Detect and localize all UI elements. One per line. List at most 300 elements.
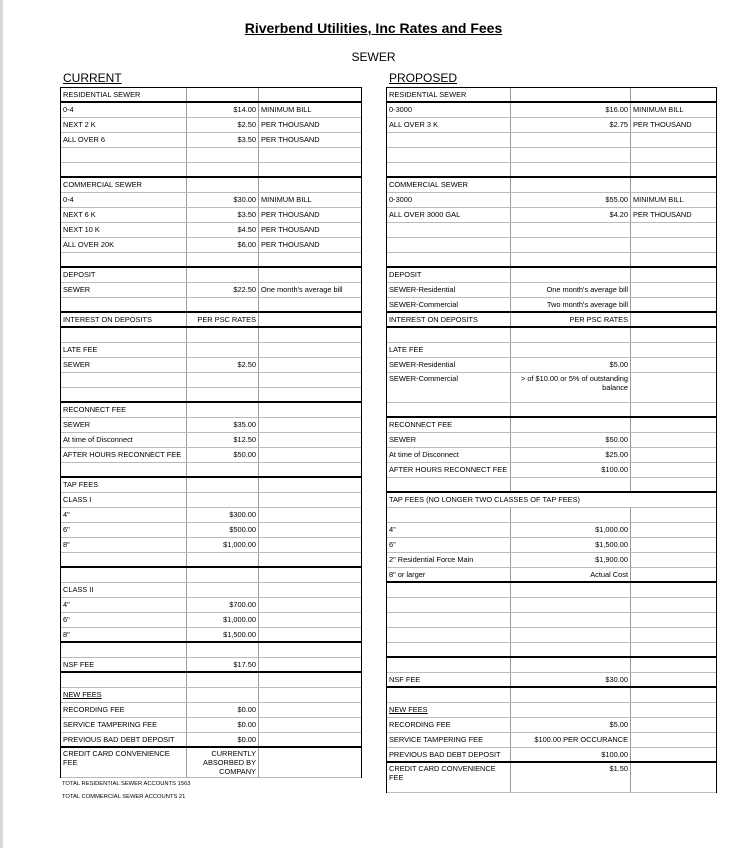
row-label: SERVICE TAMPERING FEE — [61, 718, 187, 732]
row-label: 0-4 — [61, 103, 187, 117]
table-row — [387, 673, 716, 688]
row-unit — [631, 358, 716, 372]
table-row — [61, 523, 361, 538]
row-unit — [631, 628, 716, 642]
table-row — [61, 598, 361, 613]
row-unit — [631, 268, 716, 282]
row-label: DEPOSIT — [387, 268, 511, 282]
row-amount: $30.00 — [187, 193, 259, 207]
row-label — [61, 253, 187, 266]
row-label: 4" — [61, 508, 187, 522]
row-unit: MINIMUM BILL — [261, 195, 312, 204]
row-unit — [631, 448, 716, 462]
table-row — [387, 403, 716, 418]
table-row — [387, 208, 716, 223]
table-row — [387, 538, 716, 553]
row-label: ALL OVER 3 K — [387, 118, 511, 132]
row-label: SEWER-Commercial — [387, 373, 511, 402]
table-row — [387, 418, 716, 433]
row-amount — [511, 658, 631, 672]
row-amount — [187, 568, 259, 582]
row-unit — [259, 418, 361, 432]
table-row — [387, 598, 716, 613]
proposed-rates-table — [386, 87, 717, 793]
table-row — [387, 523, 716, 538]
document-title: Riverbend Utilities, Inc Rates and Fees — [244, 20, 503, 36]
table-row — [61, 688, 361, 703]
table-row — [61, 223, 361, 238]
row-unit — [259, 718, 361, 732]
row-label: NSF FEE — [387, 673, 511, 686]
row-unit — [631, 673, 716, 686]
table-row — [387, 463, 716, 478]
row-amount: $100.00 — [511, 748, 631, 761]
row-label: RECORDING FEE — [61, 703, 187, 717]
row-label: RESIDENTIAL SEWER — [61, 88, 187, 101]
row-unit — [259, 568, 361, 582]
row-unit — [259, 163, 361, 176]
row-amount: $1,000.00 — [187, 613, 259, 627]
page-edge — [0, 0, 3, 848]
table-row — [61, 703, 361, 718]
row-unit — [259, 733, 361, 746]
table-row — [61, 268, 361, 283]
row-amount: $12.50 — [187, 433, 259, 447]
table-row — [61, 643, 361, 658]
row-unit — [631, 643, 716, 656]
row-label: CLASS II — [61, 583, 187, 597]
table-row — [61, 373, 361, 388]
table-row — [61, 463, 361, 478]
row-unit — [631, 148, 716, 162]
row-amount — [511, 223, 631, 237]
row-unit: PER THOUSAND — [261, 240, 320, 249]
table-row — [61, 613, 361, 628]
row-unit — [631, 298, 716, 311]
row-label — [61, 388, 187, 401]
row-label — [387, 328, 511, 342]
table-row — [387, 313, 716, 328]
table-row — [61, 718, 361, 733]
row-amount — [187, 163, 259, 176]
row-label: 6" — [387, 538, 511, 552]
row-label: SEWER — [61, 358, 187, 372]
row-unit — [631, 583, 716, 597]
row-amount — [511, 598, 631, 612]
table-row — [61, 478, 361, 493]
row-label — [387, 643, 511, 656]
row-unit — [259, 388, 361, 401]
row-amount — [187, 328, 259, 342]
row-label — [61, 568, 187, 582]
row-label — [61, 463, 187, 476]
row-unit — [631, 688, 716, 702]
table-row — [61, 508, 361, 523]
row-unit — [259, 448, 361, 462]
row-unit — [259, 598, 361, 612]
row-amount — [187, 343, 259, 357]
table-row — [387, 328, 716, 343]
row-label: CREDIT CARD CONVENIENCE FEE — [387, 763, 511, 792]
row-label — [387, 253, 511, 266]
row-amount: $2.75 — [511, 118, 631, 132]
row-amount — [511, 508, 631, 522]
row-label — [61, 298, 187, 311]
row-amount — [511, 238, 631, 252]
row-label: COMMERCIAL SEWER — [387, 178, 511, 192]
row-amount — [187, 253, 259, 266]
table-row — [387, 88, 716, 103]
table-row — [61, 538, 361, 553]
row-unit — [631, 703, 716, 717]
row-amount: $500.00 — [187, 523, 259, 537]
row-label — [61, 328, 187, 342]
row-label — [61, 163, 187, 176]
row-unit — [259, 688, 361, 702]
table-row — [61, 238, 361, 253]
row-amount — [511, 478, 631, 491]
row-amount — [511, 418, 631, 432]
row-amount — [511, 688, 631, 702]
row-label: At time of Disconnect — [61, 433, 187, 447]
row-unit: MINIMUM BILL — [633, 195, 684, 204]
row-amount — [187, 493, 259, 507]
row-label: NEW FEES — [387, 703, 511, 717]
row-amount: CURRENTLY ABSORBED BY COMPANY — [187, 748, 259, 777]
row-amount — [511, 643, 631, 656]
row-unit — [259, 253, 361, 266]
row-amount — [511, 163, 631, 176]
row-amount: $2.50 — [187, 118, 259, 132]
row-label: At time of Disconnect — [387, 448, 511, 462]
row-amount: $55.00 — [511, 193, 631, 207]
row-label — [387, 658, 511, 672]
table-row — [61, 118, 361, 133]
table-row — [387, 508, 716, 523]
row-amount: $100.00 — [511, 463, 631, 477]
row-label: CREDIT CARD CONVENIENCE FEE — [61, 748, 187, 777]
row-label: 6" — [61, 523, 187, 537]
table-row — [387, 448, 716, 463]
row-label: RECORDING FEE — [387, 718, 511, 732]
row-amount: $100.00 PER OCCURANCE — [511, 733, 631, 747]
table-row — [387, 373, 716, 403]
row-label: NEW FEES — [61, 688, 187, 702]
row-label — [387, 508, 511, 522]
row-label — [387, 133, 511, 147]
row-unit — [631, 403, 716, 416]
table-row — [61, 493, 361, 508]
row-label — [387, 148, 511, 162]
row-unit — [259, 148, 361, 162]
table-row — [61, 208, 361, 223]
table-row — [61, 448, 361, 463]
table-row — [61, 313, 361, 328]
row-label — [387, 478, 511, 491]
row-unit — [259, 643, 361, 657]
row-label: SEWER-Commercial — [387, 298, 511, 311]
row-unit — [259, 358, 361, 372]
row-unit — [259, 553, 361, 566]
row-label — [61, 673, 187, 687]
row-unit: PER THOUSAND — [261, 120, 320, 129]
row-label: DEPOSIT — [61, 268, 187, 282]
row-amount: $5.00 — [511, 718, 631, 732]
row-label — [387, 628, 511, 642]
table-row — [61, 283, 361, 298]
row-unit — [631, 343, 716, 357]
row-label: 8" — [61, 628, 187, 641]
row-amount: PER PSC RATES — [511, 313, 631, 326]
row-amount: $700.00 — [187, 598, 259, 612]
row-unit — [259, 268, 361, 282]
row-amount: $0.00 — [187, 733, 259, 746]
table-row — [61, 748, 361, 778]
row-label: SEWER — [61, 283, 187, 297]
table-row — [387, 718, 716, 733]
row-unit — [259, 493, 361, 507]
table-row — [387, 163, 716, 178]
row-label — [61, 553, 187, 566]
table-row — [61, 148, 361, 163]
row-amount — [187, 643, 259, 657]
row-amount — [187, 298, 259, 311]
row-unit — [259, 583, 361, 597]
row-unit — [259, 628, 361, 641]
row-label: TAP FEES (NO LONGER TWO CLASSES OF TAP FEES) — [389, 495, 580, 504]
row-unit — [631, 238, 716, 252]
row-unit — [631, 463, 716, 477]
row-amount — [187, 88, 259, 101]
row-unit — [631, 328, 716, 342]
row-label: TAP FEES — [61, 478, 187, 492]
row-unit — [259, 703, 361, 717]
row-unit — [631, 418, 716, 432]
row-label: 4" — [61, 598, 187, 612]
table-row — [387, 763, 716, 793]
table-row — [61, 358, 361, 373]
row-label — [61, 373, 187, 387]
row-amount: $16.00 — [511, 103, 631, 117]
row-label: LATE FEE — [61, 343, 187, 357]
row-unit — [631, 88, 716, 101]
row-label: SEWER — [387, 433, 511, 447]
row-unit — [631, 163, 716, 176]
row-unit — [259, 343, 361, 357]
row-label: 2" Residential Force Main — [387, 553, 511, 567]
table-row — [61, 553, 361, 568]
row-amount: $50.00 — [187, 448, 259, 462]
footnote: TOTAL COMMERCIAL SEWER ACCOUNTS 21 — [62, 794, 186, 800]
row-amount — [511, 148, 631, 162]
row-amount: $17.50 — [187, 658, 259, 671]
row-unit — [631, 748, 716, 761]
row-label: INTEREST ON DEPOSITS — [387, 313, 511, 326]
table-row — [387, 733, 716, 748]
row-unit — [631, 133, 716, 147]
row-label: LATE FEE — [387, 343, 511, 357]
table-row — [61, 88, 361, 103]
row-unit — [631, 178, 716, 192]
row-unit — [631, 553, 716, 567]
current-rates-table — [60, 87, 362, 778]
row-amount — [187, 688, 259, 702]
row-label: RECONNECT FEE — [61, 403, 187, 417]
table-row — [61, 343, 361, 358]
row-label: SEWER-Residential — [387, 283, 511, 297]
row-amount — [511, 628, 631, 642]
row-label: RESIDENTIAL SEWER — [387, 88, 511, 101]
table-row — [387, 193, 716, 208]
document-subtitle: SEWER — [351, 50, 396, 64]
row-amount: $1,500.00 — [187, 628, 259, 641]
row-amount — [187, 463, 259, 476]
table-row — [387, 658, 716, 673]
row-amount — [511, 178, 631, 192]
table-row — [387, 343, 716, 358]
row-amount — [511, 253, 631, 266]
row-unit — [259, 433, 361, 447]
table-row — [61, 328, 361, 343]
table-row — [387, 493, 716, 508]
row-unit — [631, 568, 716, 581]
row-unit: PER THOUSAND — [261, 210, 320, 219]
row-label: AFTER HOURS RECONNECT FEE — [61, 448, 187, 462]
row-label: NSF FEE — [61, 658, 187, 671]
table-row — [61, 178, 361, 193]
row-unit: MINIMUM BILL — [633, 105, 684, 114]
row-amount: $35.00 — [187, 418, 259, 432]
row-unit — [259, 178, 361, 192]
row-amount: $2.50 — [187, 358, 259, 372]
row-label: 4" — [387, 523, 511, 537]
row-unit — [259, 88, 361, 101]
table-row — [387, 643, 716, 658]
table-row — [387, 478, 716, 493]
row-unit: MINIMUM BILL — [261, 105, 312, 114]
table-row — [387, 688, 716, 703]
table-row — [61, 163, 361, 178]
table-row — [387, 628, 716, 643]
row-label — [387, 598, 511, 612]
row-unit — [631, 253, 716, 266]
row-label: NEXT 6 K — [61, 208, 187, 222]
row-label — [387, 613, 511, 627]
footnote: TOTAL RESIDENTIAL SEWER ACCOUNTS 1563 — [62, 781, 191, 787]
row-amount: $50.00 — [511, 433, 631, 447]
row-unit — [631, 598, 716, 612]
row-label: SEWER-Residential — [387, 358, 511, 372]
row-unit — [631, 538, 716, 552]
row-unit: PER THOUSAND — [633, 210, 692, 219]
row-unit — [631, 433, 716, 447]
row-label: CLASS I — [61, 493, 187, 507]
row-unit — [631, 223, 716, 237]
table-row — [387, 268, 716, 283]
table-row — [61, 403, 361, 418]
table-row — [61, 733, 361, 748]
row-amount: $1,500.00 — [511, 538, 631, 552]
row-unit — [259, 613, 361, 627]
row-amount: $14.00 — [187, 103, 259, 117]
table-row — [387, 358, 716, 373]
table-row — [387, 583, 716, 598]
row-unit — [631, 523, 716, 537]
row-label: 0-3000 — [387, 193, 511, 207]
row-amount: > of $10.00 or 5% of outstanding balance — [511, 373, 631, 402]
row-label: 6" — [61, 613, 187, 627]
row-amount — [511, 613, 631, 627]
table-row — [61, 628, 361, 643]
row-label: 0-4 — [61, 193, 187, 207]
row-amount: $0.00 — [187, 703, 259, 717]
table-row — [387, 148, 716, 163]
row-amount: $1,000.00 — [511, 523, 631, 537]
row-amount — [187, 373, 259, 387]
row-unit — [631, 283, 716, 297]
row-unit — [259, 673, 361, 687]
row-amount: $5.00 — [511, 358, 631, 372]
row-amount: $22.50 — [187, 283, 259, 297]
row-unit: One month's average bill — [261, 285, 343, 294]
row-label: RECONNECT FEE — [387, 418, 511, 432]
row-unit — [259, 478, 361, 492]
row-amount — [187, 583, 259, 597]
row-amount — [187, 478, 259, 492]
row-unit: PER THOUSAND — [633, 120, 692, 129]
row-unit — [259, 508, 361, 522]
row-amount: $3.50 — [187, 133, 259, 147]
table-row — [61, 658, 361, 673]
row-label: COMMERCIAL SEWER — [61, 178, 187, 192]
row-unit — [631, 613, 716, 627]
row-unit: PER THOUSAND — [261, 225, 320, 234]
row-amount: PER PSC RATES — [187, 313, 259, 326]
row-label: SERVICE TAMPERING FEE — [387, 733, 511, 747]
row-label — [387, 238, 511, 252]
table-row — [387, 568, 716, 583]
row-amount — [187, 553, 259, 566]
current-header: CURRENT — [63, 71, 122, 85]
row-label: PREVIOUS BAD DEBT DEPOSIT — [387, 748, 511, 761]
row-amount: $25.00 — [511, 448, 631, 462]
table-row — [61, 193, 361, 208]
row-amount — [511, 268, 631, 282]
row-amount: $4.50 — [187, 223, 259, 237]
row-amount: $300.00 — [187, 508, 259, 522]
row-label — [61, 148, 187, 162]
row-unit — [631, 313, 716, 326]
row-unit — [631, 658, 716, 672]
row-unit — [259, 523, 361, 537]
table-row — [61, 418, 361, 433]
row-amount — [187, 178, 259, 192]
table-row — [387, 748, 716, 763]
row-unit — [259, 373, 361, 387]
row-amount — [511, 703, 631, 717]
row-unit — [631, 478, 716, 491]
row-amount — [187, 388, 259, 401]
row-unit — [631, 508, 716, 522]
proposed-header: PROPOSED — [389, 71, 458, 85]
row-label: ALL OVER 6 — [61, 133, 187, 147]
row-amount: One month's average bill — [511, 283, 631, 297]
row-amount — [511, 343, 631, 357]
row-label: NEXT 2 K — [61, 118, 187, 132]
table-row — [387, 223, 716, 238]
row-label — [387, 223, 511, 237]
row-amount: Two month's average bill — [511, 298, 631, 311]
